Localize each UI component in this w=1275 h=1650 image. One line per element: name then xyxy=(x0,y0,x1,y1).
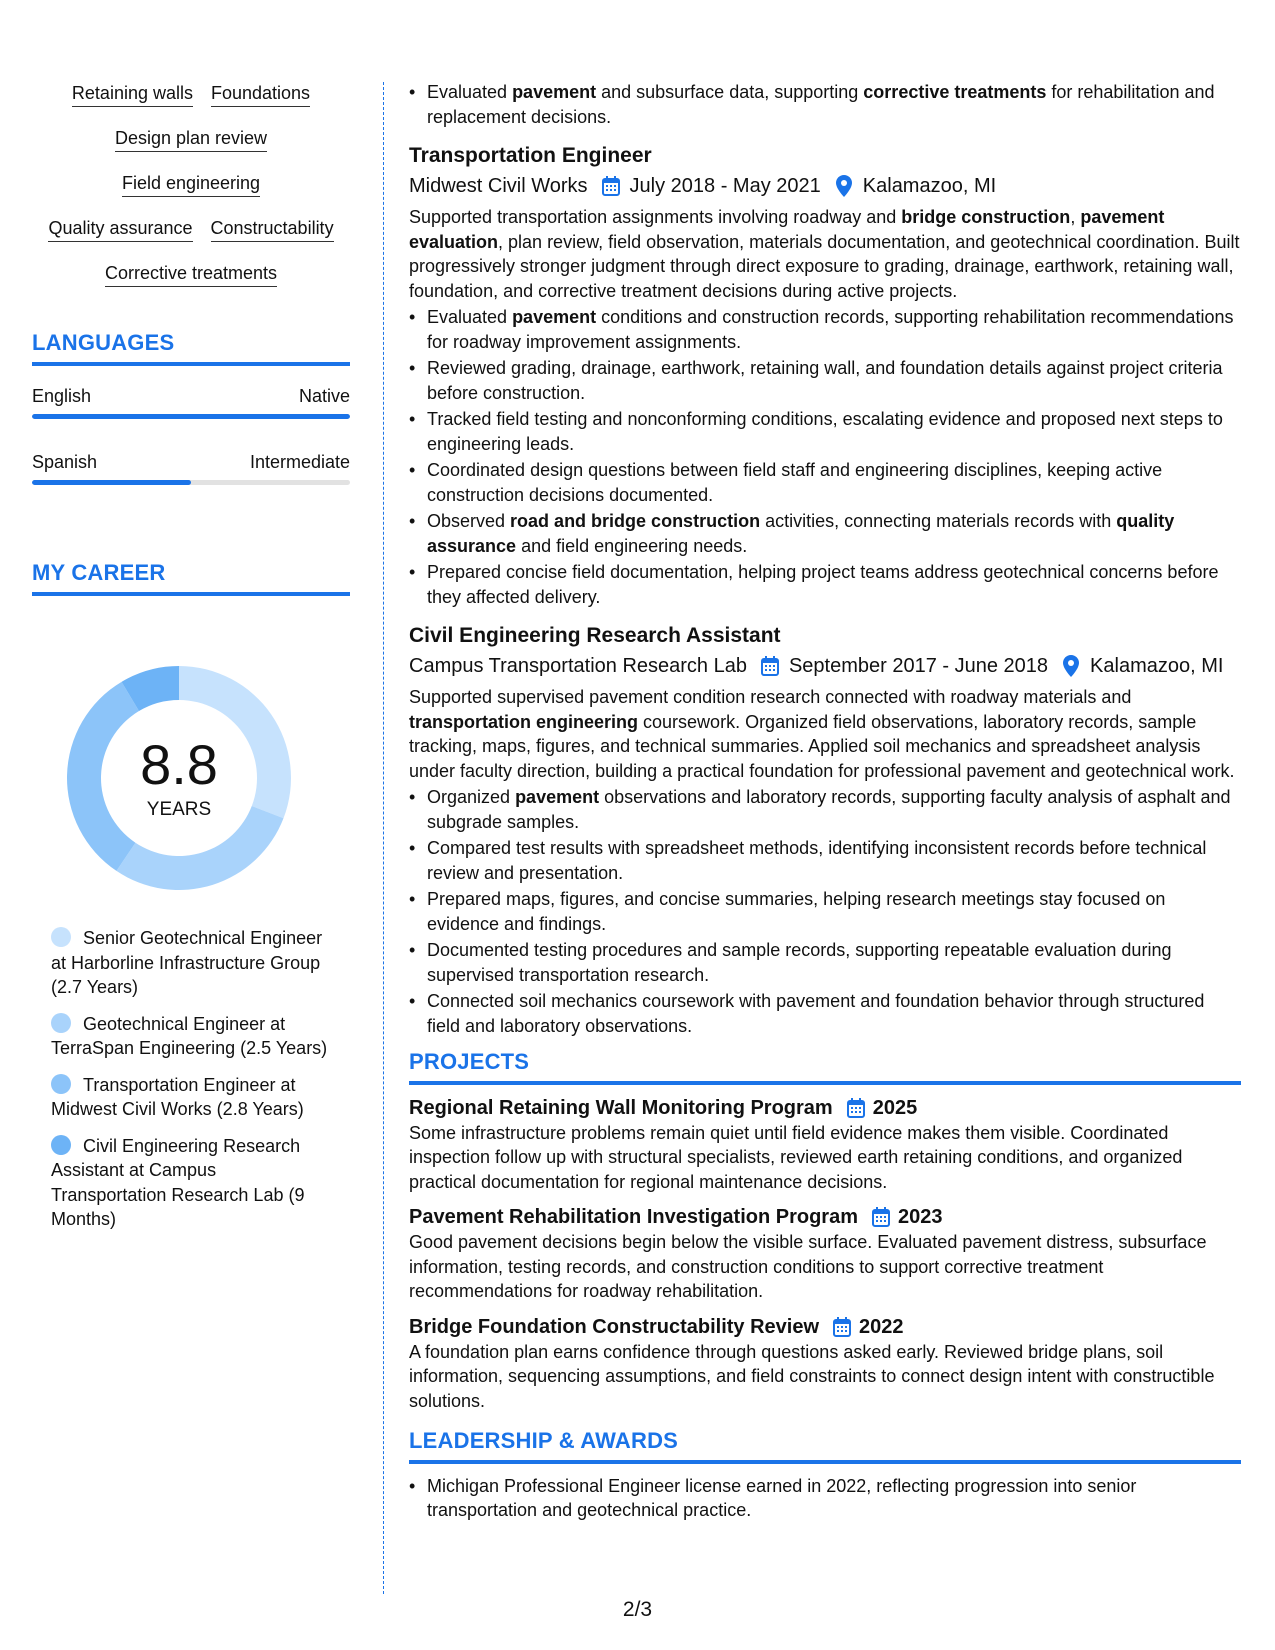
career-legend-item xyxy=(51,1073,331,1122)
legend-dot xyxy=(51,1135,71,1155)
project-title-row xyxy=(409,1314,1241,1340)
leadership-bullets xyxy=(409,1474,1241,1523)
calendar-icon xyxy=(831,1316,853,1338)
skill-tag: Corrective treatments xyxy=(105,262,277,287)
career-donut-chart xyxy=(66,665,292,891)
language-row xyxy=(32,385,350,407)
legend-dot xyxy=(51,927,71,947)
bullet-item: • Michigan Professional Engineer license earned in 2022, reflecting progression into senior transportation and geotechnical practice. xyxy=(409,1474,1241,1523)
project-entry xyxy=(409,1314,1241,1414)
career-legend-item xyxy=(51,1134,331,1232)
career-legend-label: Geotechnical Engineer at TerraSpan Engineering (2.5 Years) xyxy=(51,1013,328,1058)
bullet-item: • Coordinated design questions between field staff and engineering disciplines, keeping active construction decisions documented. xyxy=(409,458,1241,507)
skill-tag: Design plan review xyxy=(115,127,267,152)
career-legend-label: Civil Engineering Research Assistant at Campus Transportation Research Lab (9 Months) xyxy=(51,1135,305,1229)
main-content xyxy=(409,80,1241,1525)
leadership-heading: LEADERSHIP & AWARDS xyxy=(409,1429,1241,1464)
skill-tag: Retaining walls xyxy=(72,82,193,107)
career-legend xyxy=(51,926,331,1244)
job-meta xyxy=(409,173,1241,199)
legend-dot xyxy=(51,1013,71,1033)
skills-row xyxy=(32,82,350,127)
language-proficiency-bar xyxy=(32,480,350,485)
bullet-item: • Connected soil mechanics coursework with pavement and foundation behavior through structured field and laboratory observations. xyxy=(409,989,1241,1038)
project-title-row xyxy=(409,1204,1241,1230)
job-location: Kalamazoo, MI xyxy=(1090,655,1224,677)
project-year: 2025 xyxy=(872,1096,918,1119)
bullet-item: • Compared test results with spreadsheet methods, identifying inconsistent records before technical review and presentation. xyxy=(409,836,1241,885)
page-number: 2/3 xyxy=(622,1598,653,1621)
project-title-row xyxy=(409,1095,1241,1121)
bullet-item: • Documented testing procedures and sample records, supporting repeatable evaluation during supervised transportation research. xyxy=(409,938,1241,987)
job-title: Civil Engineering Research Assistant xyxy=(409,624,781,647)
career-years-unit: YEARS xyxy=(146,799,212,820)
calendar-icon xyxy=(845,1097,867,1119)
skill-tag: Field engineering xyxy=(122,172,260,197)
project-description: Some infrastructure problems remain quiet until field evidence makes them visible. Coordinated inspection follow up with structural specialists, reviewed earth retaining conditions, and organized practical documentation for regional maintenance decisions. xyxy=(409,1122,1183,1192)
career-legend-label: Transportation Engineer at Midwest Civil Works (2.8 Years) xyxy=(51,1074,304,1119)
skill-tag: Foundations xyxy=(211,82,310,107)
calendar-icon xyxy=(759,655,781,677)
company-name: Midwest Civil Works xyxy=(409,175,588,197)
project-entry xyxy=(409,1095,1241,1195)
projects-heading: PROJECTS xyxy=(409,1050,1241,1085)
project-title: Pavement Rehabilitation Investigation Program xyxy=(409,1206,858,1228)
column-divider xyxy=(383,82,384,1594)
job-entry xyxy=(409,623,1241,1038)
job-title: Transportation Engineer xyxy=(409,144,652,167)
bullet-item: • Observed road and bridge construction activities, connecting materials records with quality assurance and field engineering needs. xyxy=(409,509,1241,558)
career-legend-item xyxy=(51,1012,331,1061)
job-meta xyxy=(409,653,1241,679)
project-description: A foundation plan earns confidence through questions asked early. Reviewed bridge plans, soil information, sequencing assumptions, and field constraints to connect design intent with constructible solutions. xyxy=(409,1341,1215,1411)
job-summary: Supported supervised pavement condition research connected with roadway materials and transportation engineering coursework. Organized field observations, laboratory records, sample tracking, maps, figures, and technical summaries. Applied soil mechanics and spreadsheet analysis under faculty direction, building a practical foundation for professional pavement and geotechnical work. xyxy=(409,687,1235,781)
project-year: 2022 xyxy=(859,1315,904,1338)
job-summary: Supported transportation assignments involving roadway and bridge construction, pavement evaluation, plan review, field observation, materials documentation, and geotechnical coordination. Built progressively stronger judgment through direct exposure to grading, drainage, earthwork, retaining wall, foundation, and corrective treatment decisions during active projects. xyxy=(409,207,1240,301)
project-title: Bridge Foundation Constructability Review xyxy=(409,1315,820,1338)
bullet-item: • Reviewed grading, drainage, earthwork, retaining wall, and foundation details against project criteria before construction. xyxy=(409,356,1241,405)
bullet-item: • Evaluated pavement and subsurface data, supporting corrective treatments for rehabilitation and replacement decisions. xyxy=(409,80,1241,129)
career-legend-label: Senior Geotechnical Engineer at Harborline Infrastructure Group (2.7 Years) xyxy=(51,928,323,997)
calendar-icon xyxy=(600,175,622,197)
job-entry xyxy=(409,143,1241,609)
donut-center xyxy=(66,665,292,891)
bullet-item: • Organized pavement observations and laboratory records, supporting faculty analysis of asphalt and subgrade samples. xyxy=(409,785,1241,834)
skills-row xyxy=(32,262,350,307)
language-level: Intermediate xyxy=(249,452,350,472)
job-bullets xyxy=(409,305,1241,609)
language-name: English xyxy=(32,386,92,406)
career-total-years: 8.8 xyxy=(140,733,218,796)
bullet-item: • Prepared maps, figures, and concise summaries, helping research meetings stay focused on evidence and findings. xyxy=(409,887,1241,936)
project-title: Regional Retaining Wall Monitoring Program xyxy=(409,1096,833,1119)
job-bullets xyxy=(409,785,1241,1038)
calendar-icon xyxy=(870,1206,892,1228)
skills-row xyxy=(32,127,350,172)
location-pin-icon xyxy=(1060,655,1082,677)
language-row xyxy=(32,451,350,473)
project-description: Good pavement decisions begin below the visible surface. Evaluated pavement distress, subsurface information, testing records, and construction conditions to support corrective treatment recommendations for roadway rehabilitation. xyxy=(409,1232,1207,1301)
career-legend-item xyxy=(51,926,331,1000)
job-dates: July 2018 - May 2021 xyxy=(629,175,821,197)
project-year: 2023 xyxy=(897,1206,943,1228)
language-proficiency-fill xyxy=(32,480,191,485)
career-heading: MY CAREER xyxy=(32,560,350,596)
language-proficiency-bar xyxy=(32,414,350,419)
skill-tag: Constructability xyxy=(211,217,334,242)
project-entry xyxy=(409,1204,1241,1304)
skill-tag: Quality assurance xyxy=(48,217,192,242)
job-dates: September 2017 - June 2018 xyxy=(788,655,1049,677)
continued-bullets xyxy=(409,80,1241,129)
languages-heading: LANGUAGES xyxy=(32,330,350,366)
company-name: Campus Transportation Research Lab xyxy=(409,655,747,677)
skills-section xyxy=(32,82,350,307)
legend-dot xyxy=(51,1074,71,1094)
skills-row xyxy=(32,172,350,217)
job-location: Kalamazoo, MI xyxy=(862,175,997,197)
skills-row xyxy=(32,217,350,262)
bullet-item: • Evaluated pavement conditions and construction records, supporting rehabilitation recommendations for roadway improvement assignments. xyxy=(409,305,1241,354)
location-pin-icon xyxy=(833,175,855,197)
language-name: Spanish xyxy=(32,452,98,472)
bullet-item: • Prepared concise field documentation, helping project teams address geotechnical concerns before they affected delivery. xyxy=(409,560,1241,609)
language-proficiency-fill xyxy=(32,414,350,419)
language-level: Native xyxy=(298,386,350,406)
bullet-item: • Tracked field testing and nonconforming conditions, escalating evidence and proposed next steps to engineering leads. xyxy=(409,407,1241,456)
